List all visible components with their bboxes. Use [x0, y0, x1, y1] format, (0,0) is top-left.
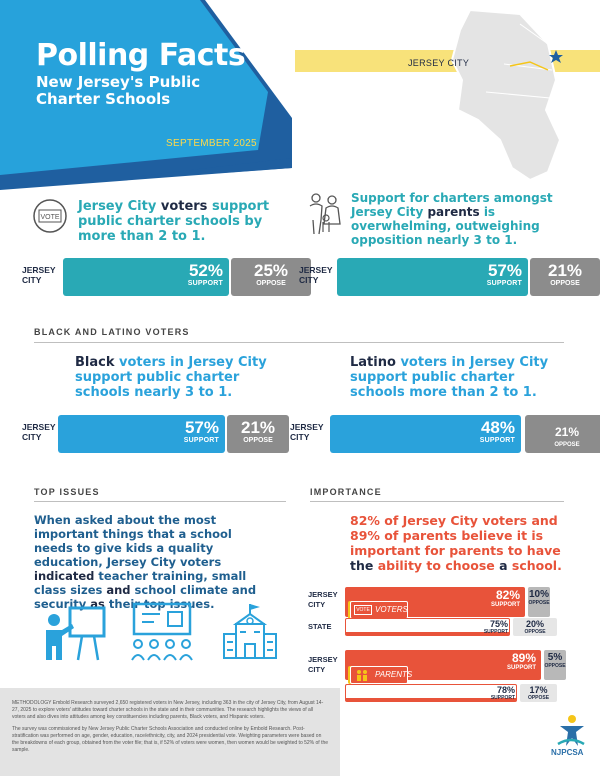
importance-parents-state-oppose-label: OPPOSE: [527, 695, 550, 701]
parents-badge: [350, 666, 413, 684]
importance-parents-city-support-label: SUPPORT: [506, 665, 536, 671]
black-support-label: SUPPORT: [183, 437, 219, 444]
section-divider: [34, 342, 564, 343]
school-building-icon: [222, 602, 278, 662]
parents-heading: Support for charters amongst Jersey City parents is overwhelming, outweighing opposition nearly 3 to 1.: [351, 191, 553, 247]
latino-oppose-pct: 21%: [554, 425, 580, 439]
top-issues-section-label: TOP ISSUES: [34, 487, 100, 497]
methodology-paragraph-1: METHODOLOGY Embold Research surveyed 2,650 registered voters in New Jersey, including 363 in the city of Jersey City, from August 14-27, 2025 to explore voters' attitudes toward charter schools in the state and in their communities. The research highlights the views of all voters and also dives into attitudes among key constituencies including parents, Black voters, and Hispanic voters.: [12, 700, 324, 720]
ballot-icon: VOTE: [354, 605, 372, 615]
page-title: Polling Facts: [36, 38, 246, 73]
parents-badge-label: PARENTS: [375, 670, 413, 679]
importance-voters-state-support-pct: 75%: [489, 619, 508, 629]
importance-voters-state-oppose-pct: 20%: [525, 619, 544, 629]
importance-parents-city-oppose-pct: 5%: [547, 652, 563, 663]
importance-parents-city-support-pct: 89%: [511, 651, 536, 665]
vote-icon: [32, 198, 68, 234]
black-support-pct: 57%: [184, 418, 219, 437]
latino-row-label: JERSEY CITY: [290, 422, 324, 442]
latino-oppose-label: OPPOSE: [554, 442, 580, 448]
parents-support-bar: [337, 258, 528, 296]
parents-row-label: JERSEY CITY: [299, 265, 333, 285]
latino-oppose-bar: [525, 415, 600, 453]
latino-voters-heading: Latino voters in Jersey City support public charter schools more than 2 to 1.: [350, 355, 549, 400]
black-voters-heading: Black voters in Jersey City support public charter schools nearly 3 to 1.: [75, 355, 267, 400]
importance-voters-city-oppose-bar: [528, 587, 550, 617]
importance-parents-state-oppose-bar: [520, 684, 557, 702]
importance-voters-city-support-label: SUPPORT: [490, 602, 520, 608]
report-date: SEPTEMBER 2025: [166, 138, 257, 149]
voters-heading: Jersey City voters support public charter schools by more than 2 to 1.: [78, 199, 270, 244]
latino-support-bar: [330, 415, 521, 453]
city-tag: JERSEY CITY: [408, 58, 470, 68]
parents-support-pct: 57%: [487, 261, 522, 280]
importance-parents-city-label: JERSEY CITY: [308, 655, 338, 674]
top-issues-text: When asked about the most important things that a school needs to give kids a quality education, Jersey City voters indicated teacher training, small class sizes and school climate and security as their top issues.: [34, 513, 257, 611]
importance-voters-city-support-pct: 82%: [495, 588, 520, 602]
black-latino-section-label: BLACK AND LATINO VOTERS: [34, 327, 190, 337]
latino-support-pct: 48%: [480, 418, 515, 437]
black-support-bar: [58, 415, 225, 453]
methodology-box: [0, 688, 340, 776]
importance-voters-city-oppose-label: OPPOSE: [528, 600, 550, 606]
parents-oppose-bar: [530, 258, 600, 296]
parents-icon: [355, 669, 369, 681]
parents-oppose-label: OPPOSE: [550, 280, 580, 287]
teacher-icon: [42, 604, 108, 664]
top-issues-divider: [34, 501, 286, 502]
importance-voters-state-oppose-label: OPPOSE: [524, 629, 546, 635]
importance-voters-state-label: STATE: [308, 622, 332, 631]
page-subtitle: New Jersey's Public Charter Schools: [36, 73, 201, 108]
svg-text:VOTE: VOTE: [40, 214, 60, 221]
voters-support-label: SUPPORT: [187, 280, 223, 287]
black-oppose-bar: [227, 415, 289, 453]
importance-voters-state-oppose-bar: [513, 618, 557, 636]
importance-parents-state-support: [455, 685, 515, 701]
methodology-paragraph-2: The survey was commissioned by New Jersey Public Charter Schools Association and conducted online by Embold Research. Post-stratification was performed on age, gender, education, race/ethnicity, city, and 2024 presidential vote. Weighting parameters were based on the breakdowns of each group, obtained from the voter file; that is, if 52% of voters were women, then women would be weighted to 52% of the sample.: [12, 726, 329, 753]
importance-text: 82% of Jersey City voters and 89% of parents believe it is important for parents to have the ability to choose a school.: [350, 513, 562, 573]
voters-oppose-pct: 25%: [253, 261, 289, 280]
voters-row-label: JERSEY CITY: [22, 265, 56, 285]
black-row-label: JERSEY CITY: [22, 422, 56, 442]
latino-support-label: SUPPORT: [479, 437, 515, 444]
voters-support-bar: [63, 258, 229, 296]
voters-oppose-label: OPPOSE: [256, 280, 286, 287]
njpcsa-logo-text: NJPCSA: [551, 748, 584, 757]
parents-support-label: SUPPORT: [486, 280, 522, 287]
new-jersey-map: [452, 10, 560, 180]
importance-parents-city-oppose-bar: [544, 650, 566, 680]
importance-divider: [310, 501, 564, 502]
parents-oppose-pct: 21%: [547, 261, 583, 280]
njpcsa-logo-icon: [556, 714, 586, 748]
black-oppose-pct: 21%: [240, 418, 276, 437]
importance-parents-state-oppose-pct: 17%: [529, 685, 548, 695]
importance-section-label: IMPORTANCE: [310, 487, 382, 497]
voters-support-pct: 52%: [188, 261, 223, 280]
importance-voters-state-support: [448, 619, 508, 635]
importance-voters-state-support-label: SUPPORT: [483, 629, 508, 635]
classroom-icon: [126, 602, 198, 662]
black-oppose-label: OPPOSE: [243, 437, 273, 444]
voters-badge-label: VOTERS: [375, 605, 408, 614]
importance-voters-city-oppose-pct: 10%: [528, 589, 549, 600]
importance-parents-state-support-label: SUPPORT: [490, 695, 515, 701]
importance-voters-city-label: JERSEY CITY: [308, 590, 338, 609]
importance-parents-city-oppose-label: OPPOSE: [544, 663, 566, 669]
family-icon: [304, 192, 344, 238]
voters-badge: [350, 601, 408, 619]
importance-parents-state-support-pct: 78%: [496, 685, 515, 695]
